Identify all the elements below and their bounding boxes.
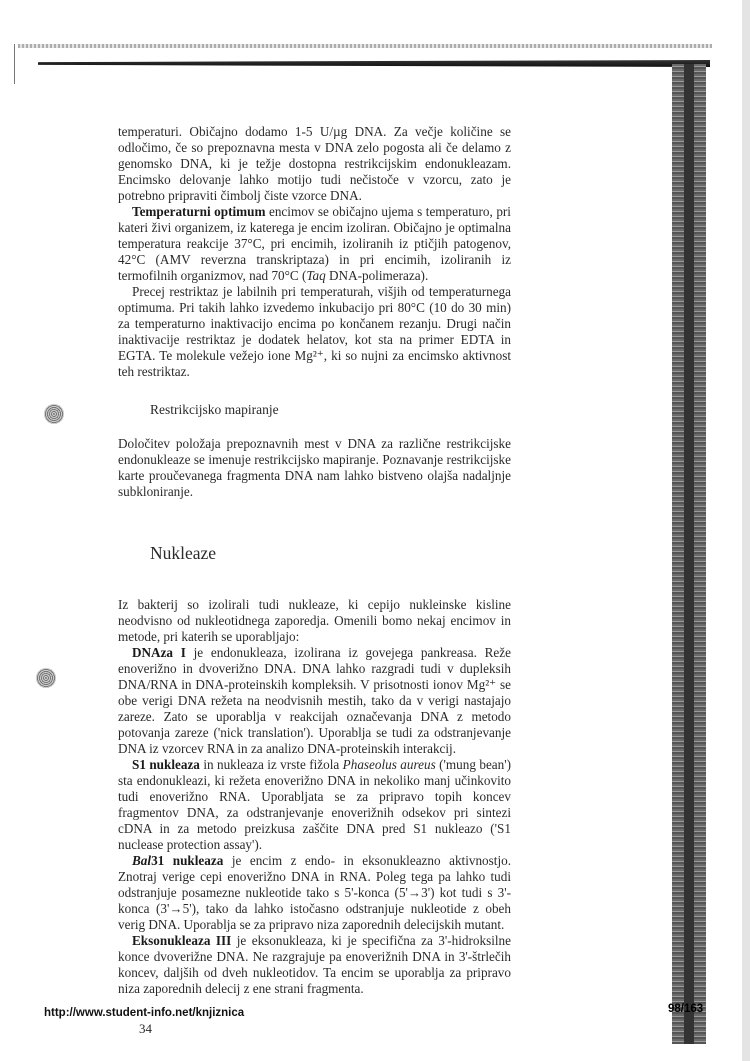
text: encimov se običajno ujema s temperaturo, pri kateri živi organizem, iz katerega je encim izoliran. Običajno je optimalna temperatura reakcije 37°C, pri encimih, izoliranih iz ptičjih patogenov, 42°C (AMV reverzna transkriptaza) in pri encimih, izoliranih iz termofilnih organizmov, nad 70°C ( [118, 204, 511, 283]
term-exonuclease-iii: Eksonukleaza III [132, 933, 232, 948]
term-s1-nuclease: S1 nukleaza [132, 757, 200, 772]
paragraph-temperature-optimum [118, 204, 511, 284]
italic-taq: Taq [306, 268, 326, 283]
scan-artifact-binding-bar [672, 64, 706, 1044]
text: ('mung bean') sta endonukleazi, ki režeta enoverižno DNA in nekoliko manj učinkovito tudi enoverižno RNA. Uporabljata se za pripravo topih koncev fragmentov DNA, za odstranjevanje enoverižnih odsekov pri sintezi cDNA in za metodo preizkusa zaščite DNA pred S1 nukleazo ('S1 nuclease protection assay'). [118, 757, 512, 852]
paragraph-s1-nuclease [118, 757, 511, 853]
italic-species: Phaseolus aureus [342, 757, 436, 772]
paragraph-enzyme-amount: temperaturi. Običajno dodamo 1-5 U/µg DNA. Za večje količine se odločimo, če so prepoznavna mesta v DNA zelo pogosta ali če delamo z genomsko DNA, ki je težje dostopna restrikcijskim endonukleazam. Encimsko delovanje lahko motijo tudi nečistoče v vzorcu, zato je potrebno pripraviti čimbolj čiste vzorce DNA. [118, 124, 511, 203]
scan-artifact-left-edge [14, 44, 15, 84]
text: DNA-polimeraza). [325, 268, 429, 283]
term-temperature-optimum: Temperaturni optimum [132, 204, 266, 219]
paragraph-nucleases-intro: Iz bakterij so izolirali tudi nukleaze, ki cepijo nukleinske kisline neodvisno od nukleotidnega zaporedja. Omenili bomo nekaj encimov in metode, pri katerih se uporabljajo: [118, 597, 511, 644]
scan-artifact-right-edge [742, 0, 750, 1061]
section-heading-nukleaze: Nukleaze [150, 543, 217, 563]
italic-bal: Bal [132, 853, 152, 868]
text: je encim z endo- in eksonukleazno aktivnostjo. Znotraj verige cepi enoverižno DNA in RNA. Poleg tega pa lahko tudi odstranjuje posamezne nukleotide tako s 5'-konca (5'→3') kot tudi s 3'-konca (3'→5'), tako da lahko istočasno odstranjuje nukleotide z obeh verig DNA. Uporablja se za pripravo niza zaporednih delecijskih mutant. [118, 853, 512, 932]
paragraph-dnase-i [118, 645, 511, 757]
section-heading-restrikcijsko-mapiranje: Restrikcijsko mapiranje [150, 402, 279, 417]
punch-hole-icon [36, 668, 56, 688]
punch-hole-icon [44, 404, 64, 424]
footer-url-link[interactable]: http://www.student-info.net/knjiznica [44, 1007, 245, 1019]
paragraph-bal31 [118, 853, 511, 933]
term-bal31: 31 nukleaza [151, 853, 224, 868]
text-block-nucleases [118, 597, 511, 997]
text: je endonukleaza, izolirana iz govejega pankreasa. Reže enoverižno in dvoverižno DNA. DNA lahko razgradi tudi v dupleksih DNA/RNA in DNA-proteinskih kompleksih. V prisotnosti ionov Mg²⁺ se obe verigi DNA režeta na neodvisnih mestih, tako da v verigi nastajajo zareze. Zato se uporablja v reakcijah označevanja DNA z metodo potovanja zareze ('nick translation'). Uporablja se tudi za odstranjevanje DNA iz vzorcev RNA in za analizo DNA-proteinskih interakcij. [118, 645, 511, 756]
scan-artifact-top-line [18, 44, 712, 48]
text-block-mapping [118, 436, 511, 500]
paragraph-inactivation: Precej restriktaz je labilnih pri temperaturah, višjih od temperaturnega optimuma. Pri takih lahko izvedemo inkubacijo pri 80°C (10 do 30 min) za temperaturno inaktivacijo encima po končanem rezanju. Drugi način inaktivacije restriktaz je dodatek helatov, kot sta na primer EDTA in EGTA. Te molekule vežejo ione Mg²⁺, ki so nujni za encimsko aktivnost teh restriktaz. [118, 284, 511, 379]
page-number: 34 [139, 1021, 152, 1036]
term-dnase-i: DNAza I [132, 645, 186, 660]
paragraph-exonuclease-iii [118, 933, 511, 997]
file-page-counter: 98/163 [668, 1003, 704, 1015]
text: in nukleaza iz vrste fižola [199, 757, 343, 772]
text-block-temperature [118, 124, 511, 380]
paragraph-mapping: Določitev položaja prepoznavnih mest v DNA za različne restrikcijske endonukleaze se imenuje restrikcijsko mapiranje. Poznavanje restrikcijske karte proučevanega fragmenta DNA nam lahko bistveno olajša nadaljnje subkloniranje. [118, 436, 511, 499]
text: je eksonukleaza, ki je specifična za 3'-hidroksilne konce dvoverižne DNA. Ne razgrajuje pa enoverižnih DNA in 3'-štrlečih koncev, daljših od dveh nukleotidov. Ta encim se uporablja za pripravo niza zaporednih delecij z ene strani fragmenta. [118, 933, 511, 996]
scan-artifact-binding-line [38, 60, 710, 67]
